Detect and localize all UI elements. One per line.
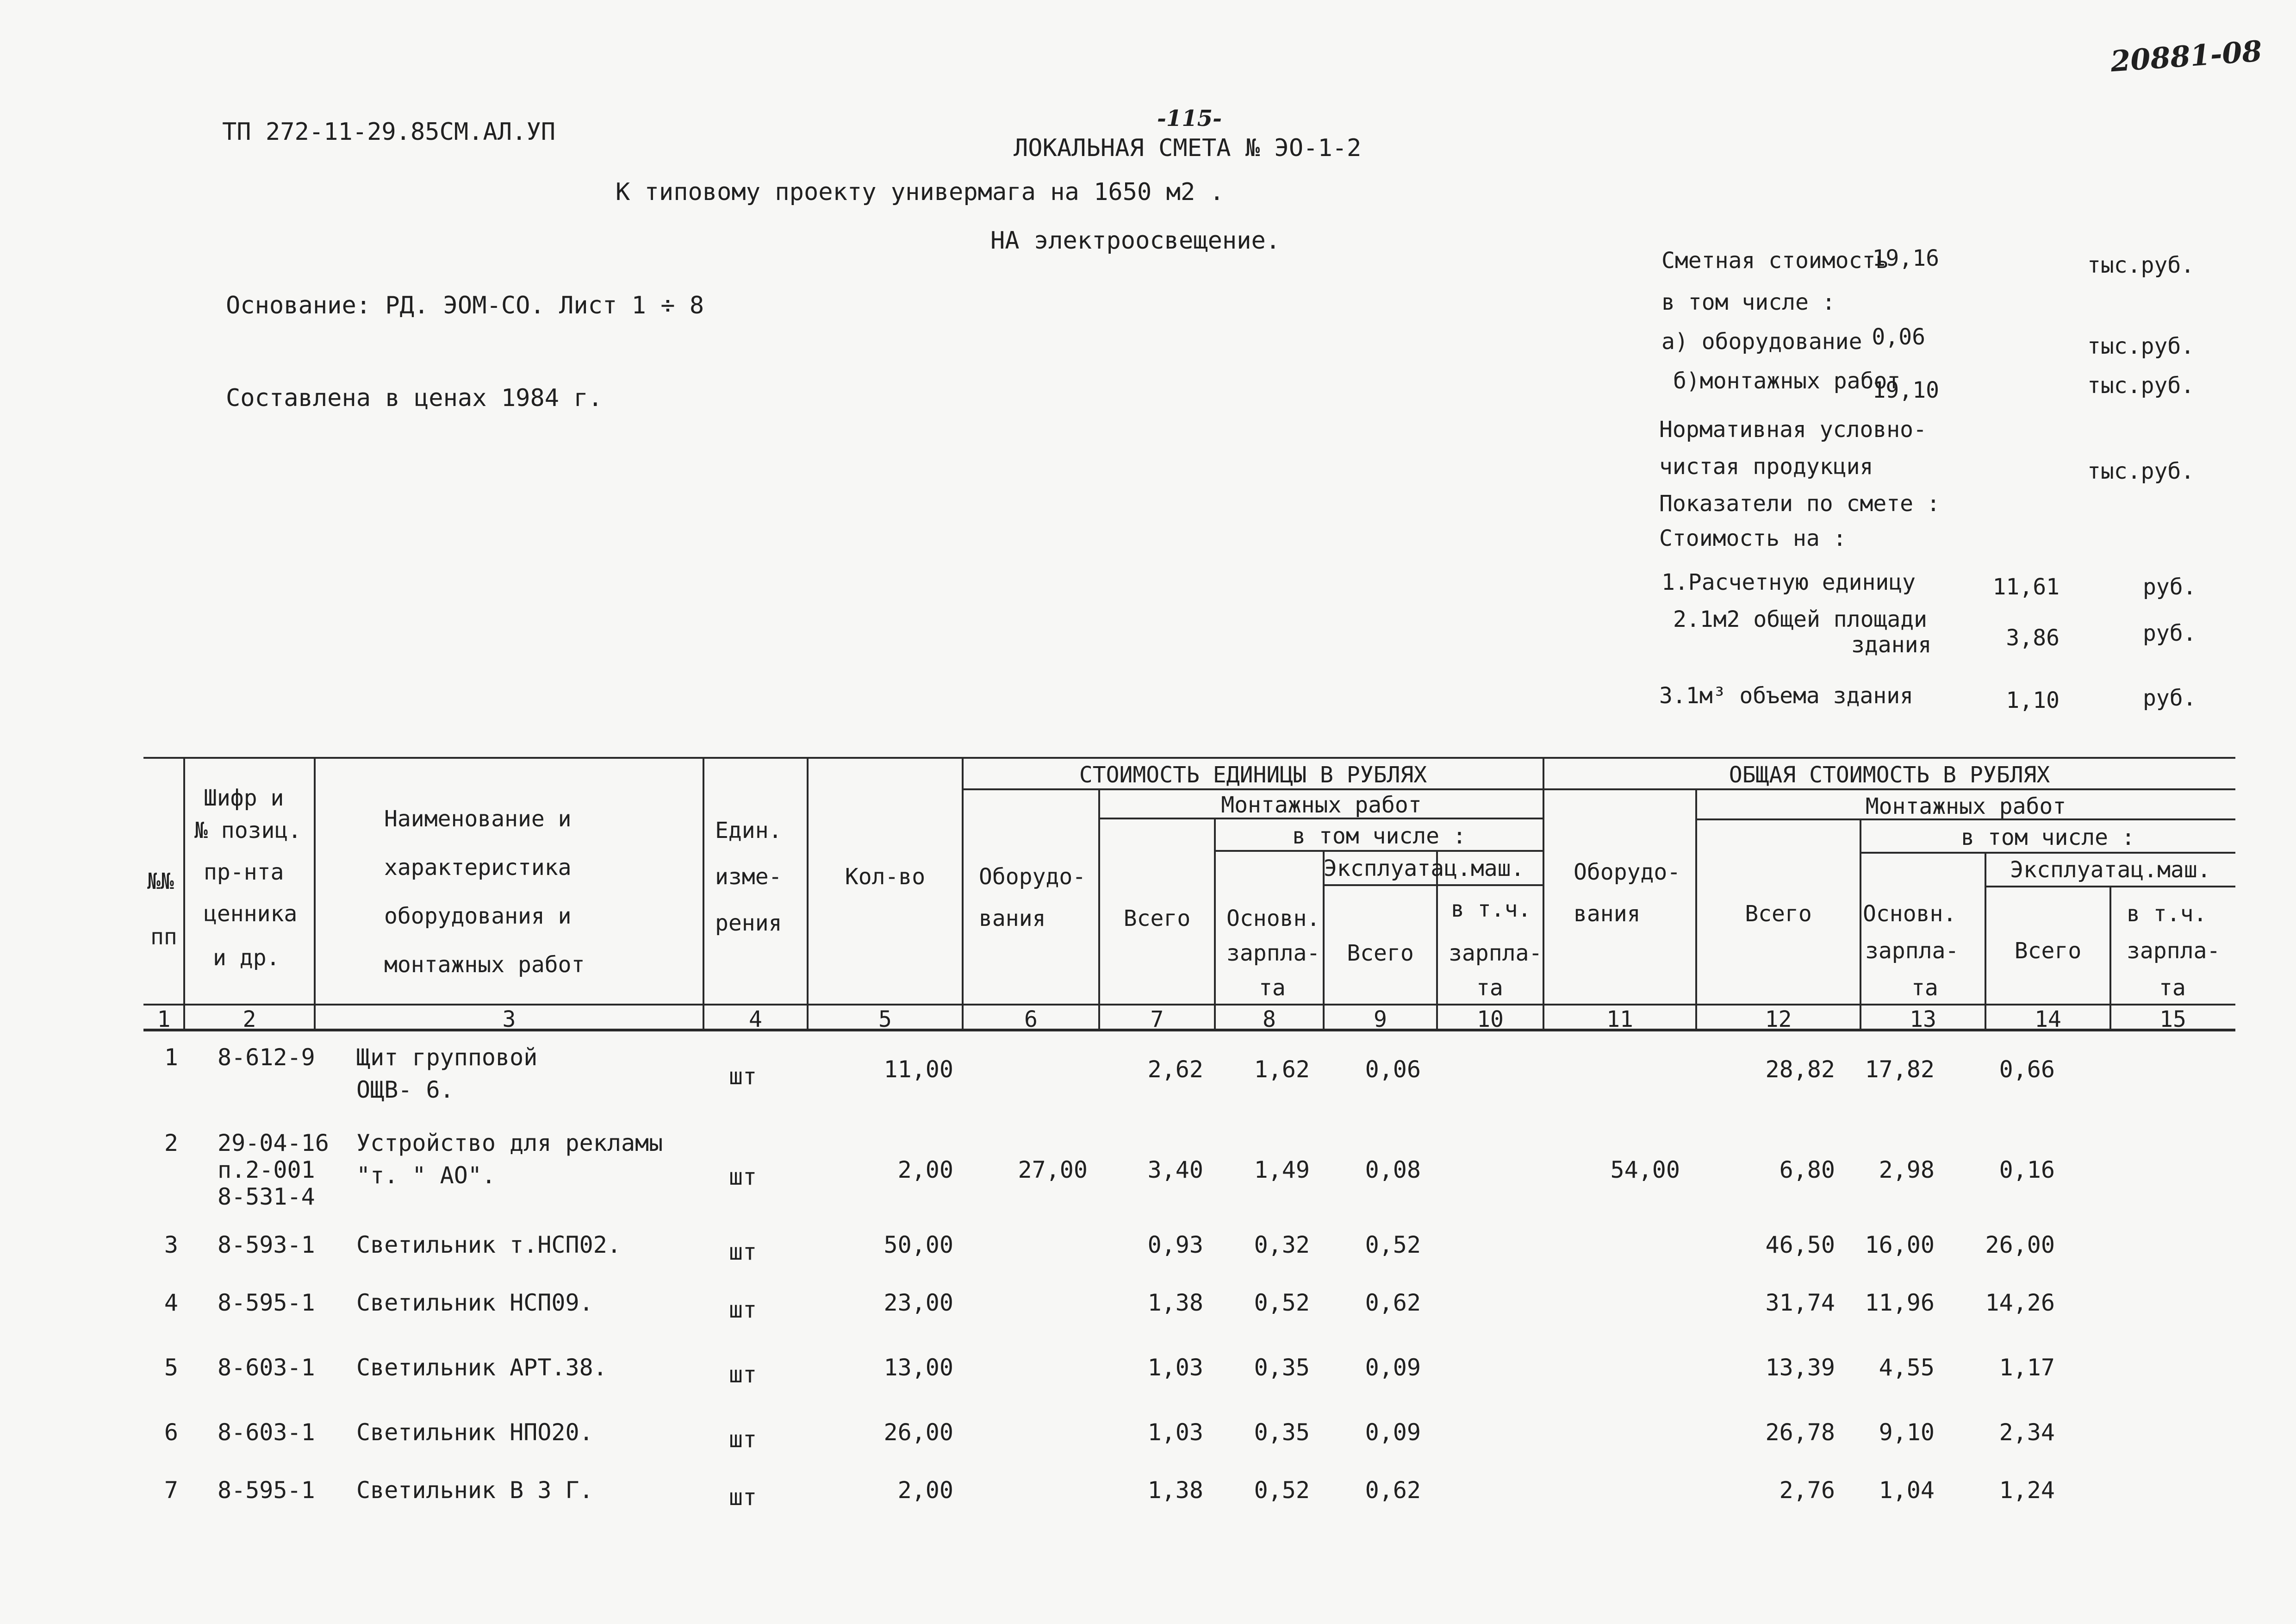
row-wage: 1,49	[1254, 1156, 1310, 1183]
column-number-14: 14	[2035, 1006, 2061, 1032]
group-total-cost: ОБЩАЯ СТОИМОСТЬ В РУБЛЯХ	[1729, 762, 2050, 788]
document-basis: Основание: РД. ЭОМ-СО. Лист 1 ÷ 8	[226, 292, 704, 319]
col-unit-wage-line2: зарпла-	[1226, 940, 1320, 966]
row-name: ОЩВ- 6.	[356, 1076, 454, 1103]
col-no-line2: пп	[150, 924, 177, 950]
row-number: 3	[164, 1231, 178, 1258]
row-wage: 0,52	[1254, 1289, 1310, 1316]
row-number: 7	[164, 1477, 178, 1504]
col-unit-mach-wage-line2: зарпла-	[1449, 940, 1543, 966]
column-number-10: 10	[1477, 1006, 1504, 1032]
row-qty: 13,00	[884, 1354, 953, 1381]
row-wage-t: 2,98	[1879, 1156, 1935, 1183]
row-qty: 23,00	[884, 1289, 953, 1316]
row-mach-t: 0,66	[1999, 1056, 2055, 1083]
row-wage: 0,32	[1254, 1231, 1310, 1258]
row-name: Светильник НПО20.	[356, 1419, 593, 1446]
per-unit-unit: руб.	[2143, 574, 2196, 600]
row-number: 6	[164, 1419, 178, 1446]
stamp-number: 20881-08	[2109, 34, 2263, 79]
row-qty: 26,00	[884, 1419, 953, 1446]
col-name-line2: характеристика	[384, 855, 572, 881]
column-number-4: 4	[749, 1006, 762, 1032]
column-number-13: 13	[1910, 1006, 1936, 1032]
row-mach: 0,52	[1365, 1231, 1421, 1258]
document-code: ТП 272-11-29.85СМ.АЛ.УП	[222, 118, 556, 146]
row-code: 8-603-1	[218, 1419, 315, 1446]
col-total-wage-line2: зарпла-	[1865, 938, 1959, 964]
col-equipment-total-line1: Оборудо-	[1574, 859, 1681, 885]
per-m2-value: 3,86	[2006, 625, 2060, 651]
row-unit: шт	[729, 1361, 757, 1388]
row-mach: 0,06	[1365, 1056, 1421, 1083]
col-equipment-total-line2: вания	[1574, 901, 1641, 927]
row-code: 8-612-9	[218, 1044, 315, 1071]
estimated-cost-unit: тыс.руб.	[2087, 252, 2195, 278]
col-no-line1: №№	[147, 868, 174, 894]
col-code-line1: Шифр и	[204, 785, 284, 811]
col-unit-mach-total: Всего	[1347, 940, 1414, 966]
row-tot: 3,40	[1147, 1156, 1203, 1183]
per-m3-label: 3.1м³ объема здания	[1659, 683, 1914, 709]
col-total-mach-total: Всего	[2014, 938, 2082, 964]
total-installation-works: Монтажных работ	[1865, 793, 2066, 819]
row-code: 8-595-1	[218, 1477, 315, 1504]
row-name: Светильник В З Г.	[356, 1477, 593, 1504]
unit-installation-works: Монтажных работ	[1221, 792, 1422, 818]
row-tot: 1,38	[1147, 1289, 1203, 1316]
equipment-unit: тыс.руб.	[2087, 333, 2195, 359]
row-name: Устройство для рекламы	[356, 1130, 663, 1156]
row-qty: 11,00	[884, 1056, 953, 1083]
row-tot: 1,38	[1147, 1477, 1203, 1504]
column-number-2: 2	[243, 1006, 256, 1032]
normative-label-1: Нормативная условно-	[1659, 417, 1927, 443]
equipment-value: 0,06	[1872, 324, 1925, 350]
col-unit-mach-wage-line3: та	[1476, 975, 1503, 1001]
total-machines: Эксплуатац.маш.	[2010, 857, 2211, 883]
row-mach: 0,09	[1365, 1419, 1421, 1446]
row-code: 8-593-1	[218, 1231, 315, 1258]
per-unit-value: 11,61	[1992, 574, 2060, 600]
unit-including: в том числе :	[1292, 823, 1466, 849]
column-number-9: 9	[1374, 1006, 1387, 1032]
row-mach-t: 14,26	[1985, 1289, 2055, 1316]
row-number: 4	[164, 1289, 178, 1316]
installation-unit: тыс.руб.	[2087, 373, 2195, 399]
column-number-1: 1	[157, 1006, 171, 1032]
row-unit: шт	[729, 1426, 757, 1453]
row-name: Щит групповой	[356, 1044, 538, 1071]
col-name-line3: оборудования и	[384, 903, 572, 929]
row-tot: 1,03	[1147, 1354, 1203, 1381]
row-mach-t: 1,17	[1999, 1354, 2055, 1381]
group-unit-cost: СТОИМОСТЬ ЕДИНИЦЫ В РУБЛЯХ	[1079, 762, 1427, 788]
row-wage-t: 16,00	[1865, 1231, 1935, 1258]
row-unit: шт	[729, 1063, 757, 1090]
per-m3-unit: руб.	[2143, 685, 2196, 711]
row-mach-t: 1,24	[1999, 1477, 2055, 1504]
per-m2-unit: руб.	[2143, 620, 2196, 646]
row-unit: шт	[729, 1484, 757, 1511]
column-number-5: 5	[878, 1006, 892, 1032]
row-qty: 2,00	[897, 1477, 953, 1504]
page-number: -115-	[1157, 106, 1222, 131]
row-mach-t: 2,34	[1999, 1419, 2055, 1446]
col-unit-line2: изме-	[715, 864, 782, 890]
col-equipment-line1: Оборудо-	[979, 864, 1086, 890]
column-number-8: 8	[1263, 1006, 1276, 1032]
col-code-line5: и др.	[213, 945, 280, 971]
row-code: п.2-001	[218, 1156, 315, 1183]
col-unit-line1: Един.	[715, 818, 782, 843]
row-mach: 0,08	[1365, 1156, 1421, 1183]
row-number: 1	[164, 1044, 178, 1071]
row-mach: 0,09	[1365, 1354, 1421, 1381]
document-prices-year: Составлена в ценах 1984 г.	[226, 384, 603, 412]
col-equipment-line2: вания	[979, 906, 1046, 931]
row-mach-t: 0,16	[1999, 1156, 2055, 1183]
equipment-label: а) оборудование	[1661, 329, 1862, 355]
row-mach: 0,62	[1365, 1289, 1421, 1316]
col-total-mach-wage-line2: зарпла-	[2127, 938, 2221, 964]
cost-per-label: Стоимость на :	[1659, 525, 1847, 551]
document-section: НА электроосвещение.	[990, 227, 1281, 255]
row-tot-t: 26,78	[1765, 1419, 1835, 1446]
row-tot-t: 46,50	[1765, 1231, 1835, 1258]
row-wage-t: 1,04	[1879, 1477, 1935, 1504]
document-subtitle: К типовому проекту универмага на 1650 м2 .	[616, 178, 1224, 206]
row-tot: 1,03	[1147, 1419, 1203, 1446]
row-tot-t: 6,80	[1779, 1156, 1835, 1183]
col-total-wage-line1: Основн.	[1863, 901, 1957, 927]
col-total-mach-wage-line1: в т.ч.	[2127, 901, 2207, 927]
row-wage: 1,62	[1254, 1056, 1310, 1083]
row-wage-t: 11,96	[1865, 1289, 1935, 1316]
column-number-15: 15	[2159, 1006, 2186, 1032]
row-code: 8-595-1	[218, 1289, 315, 1316]
normative-label-2: чистая продукция	[1659, 454, 1873, 480]
column-number-11: 11	[1606, 1006, 1633, 1032]
col-code-line4: ценника	[204, 901, 298, 927]
row-wage: 0,52	[1254, 1477, 1310, 1504]
total-including: в том числе :	[1961, 824, 2135, 850]
column-number-7: 7	[1150, 1006, 1164, 1032]
estimated-cost-value: 19,16	[1872, 245, 1939, 271]
per-m3-value: 1,10	[2006, 687, 2060, 713]
col-code-line2: № позиц.	[194, 818, 302, 843]
including-label: в том числе :	[1661, 289, 1836, 315]
row-tot-t: 28,82	[1765, 1056, 1835, 1083]
row-mach-t: 26,00	[1985, 1231, 2055, 1258]
row-wage: 0,35	[1254, 1354, 1310, 1381]
row-number: 2	[164, 1130, 178, 1156]
normative-unit: тыс.руб.	[2087, 458, 2195, 484]
col-qty: Кол-во	[845, 864, 926, 890]
row-eq: 27,00	[1018, 1156, 1088, 1183]
col-unit-total: Всего	[1123, 906, 1191, 931]
row-tot: 2,62	[1147, 1056, 1203, 1083]
installation-value: 19,10	[1872, 377, 1939, 403]
row-name: Светильник т.НСП02.	[356, 1231, 621, 1258]
row-tot-t: 13,39	[1765, 1354, 1835, 1381]
row-number: 5	[164, 1354, 178, 1381]
row-name: Светильник НСП09.	[356, 1289, 593, 1316]
column-number-3: 3	[502, 1006, 516, 1032]
col-unit-line3: рения	[715, 910, 782, 936]
estimated-cost-label: Сметная стоимость	[1661, 248, 1889, 274]
col-total-total: Всего	[1745, 901, 1812, 927]
row-unit: шт	[729, 1296, 757, 1323]
row-unit: шт	[729, 1163, 757, 1190]
row-name: Светильник АРТ.38.	[356, 1354, 607, 1381]
row-tot: 0,93	[1147, 1231, 1203, 1258]
per-unit-label: 1.Расчетную единицу	[1661, 569, 1916, 595]
col-unit-wage-line3: та	[1259, 975, 1286, 1001]
document-title: ЛОКАЛЬНАЯ СМЕТА № ЭО-1-2	[1014, 134, 1362, 162]
indicators-label: Показатели по смете :	[1659, 491, 1940, 517]
row-qty: 50,00	[884, 1231, 953, 1258]
column-number-6: 6	[1024, 1006, 1038, 1032]
row-qty: 2,00	[897, 1156, 953, 1183]
col-total-wage-line3: та	[1911, 975, 1938, 1001]
row-wage-t: 9,10	[1879, 1419, 1935, 1446]
row-wage-t: 17,82	[1865, 1056, 1935, 1083]
row-wage: 0,35	[1254, 1419, 1310, 1446]
installation-label: б)монтажных работ	[1673, 368, 1901, 394]
row-tot-t: 31,74	[1765, 1289, 1835, 1316]
row-code: 29-04-16	[218, 1130, 329, 1156]
col-name-line4: монтажных работ	[384, 952, 585, 978]
column-number-12: 12	[1765, 1006, 1792, 1032]
row-code: 8-531-4	[218, 1183, 315, 1210]
col-unit-mach-wage-line1: в т.ч.	[1451, 896, 1531, 922]
row-mach: 0,62	[1365, 1477, 1421, 1504]
row-unit: шт	[729, 1238, 757, 1265]
row-tot-t: 2,76	[1779, 1477, 1835, 1504]
col-unit-wage-line1: Основн.	[1226, 906, 1320, 931]
col-name-line1: Наименование и	[384, 806, 572, 832]
per-m2-label-2: здания	[1851, 632, 1932, 658]
col-code-line3: пр-нта	[204, 859, 284, 885]
col-total-mach-wage-line3: та	[2159, 975, 2186, 1001]
unit-machines: Эксплуатац.маш.	[1324, 856, 1524, 881]
row-wage-t: 4,55	[1879, 1354, 1935, 1381]
row-name: "т. " АО".	[356, 1162, 496, 1189]
row-code: 8-603-1	[218, 1354, 315, 1381]
row-eq-t: 54,00	[1610, 1156, 1680, 1183]
per-m2-label-1: 2.1м2 общей площади	[1673, 606, 1928, 632]
